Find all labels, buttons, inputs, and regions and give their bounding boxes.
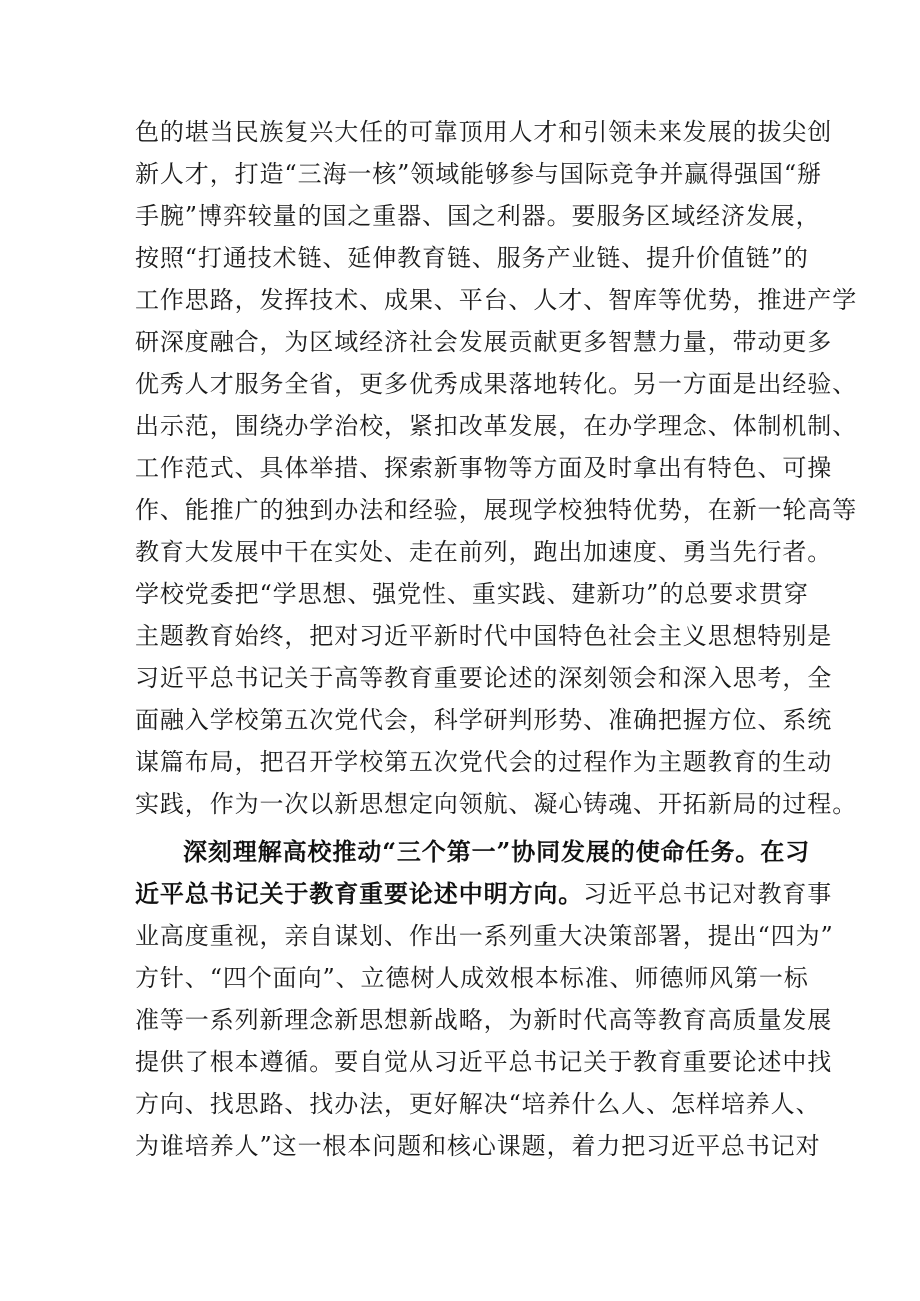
body-text-line: 方向、找思路、找办法，更好解决“培养什么人、怎样培养人、 xyxy=(135,1090,821,1118)
body-text-line: 学校党委把“学思想、强党性、重实践、建新功”的总要求贯穿 xyxy=(135,580,809,608)
body-text-line: 作、能推广的独到办法和经验，展现学校独特优势，在新一轮高等 xyxy=(135,496,858,524)
body-text: 习近平总书记对教育事 xyxy=(583,880,833,908)
section-heading: 深刻理解高校推动“三个第一”协同发展的使命任务。在习 xyxy=(183,837,811,866)
section-heading-line xyxy=(183,832,811,872)
body-text-line: 业高度重视，亲自谋划、作出一系列重大决策部署，提出“四为” xyxy=(135,922,834,950)
body-text-line: 新人才，打造“三海一核”领域能够参与国际竞争并赢得强国“掰 xyxy=(135,160,822,188)
body-text-line: 工作思路，发挥技术、成果、平台、人才、智库等优势，推进产学 xyxy=(135,286,858,314)
body-text-line: 提供了根本遵循。要自觉从习近平总书记关于教育重要论述中找 xyxy=(135,1048,833,1076)
section-heading-continued: 近平总书记关于教育重要论述中明方向。 xyxy=(135,879,584,908)
body-text-line: 实践，作为一次以新思想定向领航、凝心铸魂、开拓新局的过程。 xyxy=(135,790,858,818)
body-text-line: 优秀人才服务全省，更多优秀成果落地转化。另一方面是出经验、 xyxy=(135,370,858,398)
body-text-line: 方针、“四个面向”、立德树人成效根本标准、师德师风第一标 xyxy=(135,964,809,992)
body-text-line: 教育大发展中干在实处、走在前列，跑出加速度、勇当先行者。 xyxy=(135,538,833,566)
body-text-line: 按照“打通技术链、延伸教育链、服务产业链、提升价值链”的 xyxy=(135,244,809,272)
body-text-line: 主题教育始终，把对习近平新时代中国特色社会主义思想特别是 xyxy=(135,622,833,650)
body-text-line: 出示范，围绕办学治校，紧扣改革发展，在办学理念、体制机制、 xyxy=(135,412,858,440)
body-text-line xyxy=(135,874,833,914)
body-text-line: 色的堪当民族复兴大任的可靠顶用人才和引领未来发展的拔尖创 xyxy=(135,118,833,146)
body-text-line: 习近平总书记关于高等教育重要论述的深刻领会和深入思考，全 xyxy=(135,664,833,692)
body-text-line: 面融入学校第五次党代会，科学研判形势、准确把握方位、系统 xyxy=(135,706,833,734)
body-text-line: 为谁培养人”这一根本问题和核心课题，着力把习近平总书记对 xyxy=(135,1132,821,1160)
body-text-line: 准等一系列新理念新思想新战略，为新时代高等教育高质量发展 xyxy=(135,1006,833,1034)
body-text-line: 研深度融合，为区域经济社会发展贡献更多智慧力量，带动更多 xyxy=(135,328,833,356)
body-text-line: 谋篇布局，把召开学校第五次党代会的过程作为主题教育的生动 xyxy=(135,748,833,776)
body-text-line: 工作范式、具体举措、探索新事物等方面及时拿出有特色、可操 xyxy=(135,454,833,482)
body-text-line: 手腕”博弈较量的国之重器、国之利器。要服务区域经济发展， xyxy=(135,202,821,230)
